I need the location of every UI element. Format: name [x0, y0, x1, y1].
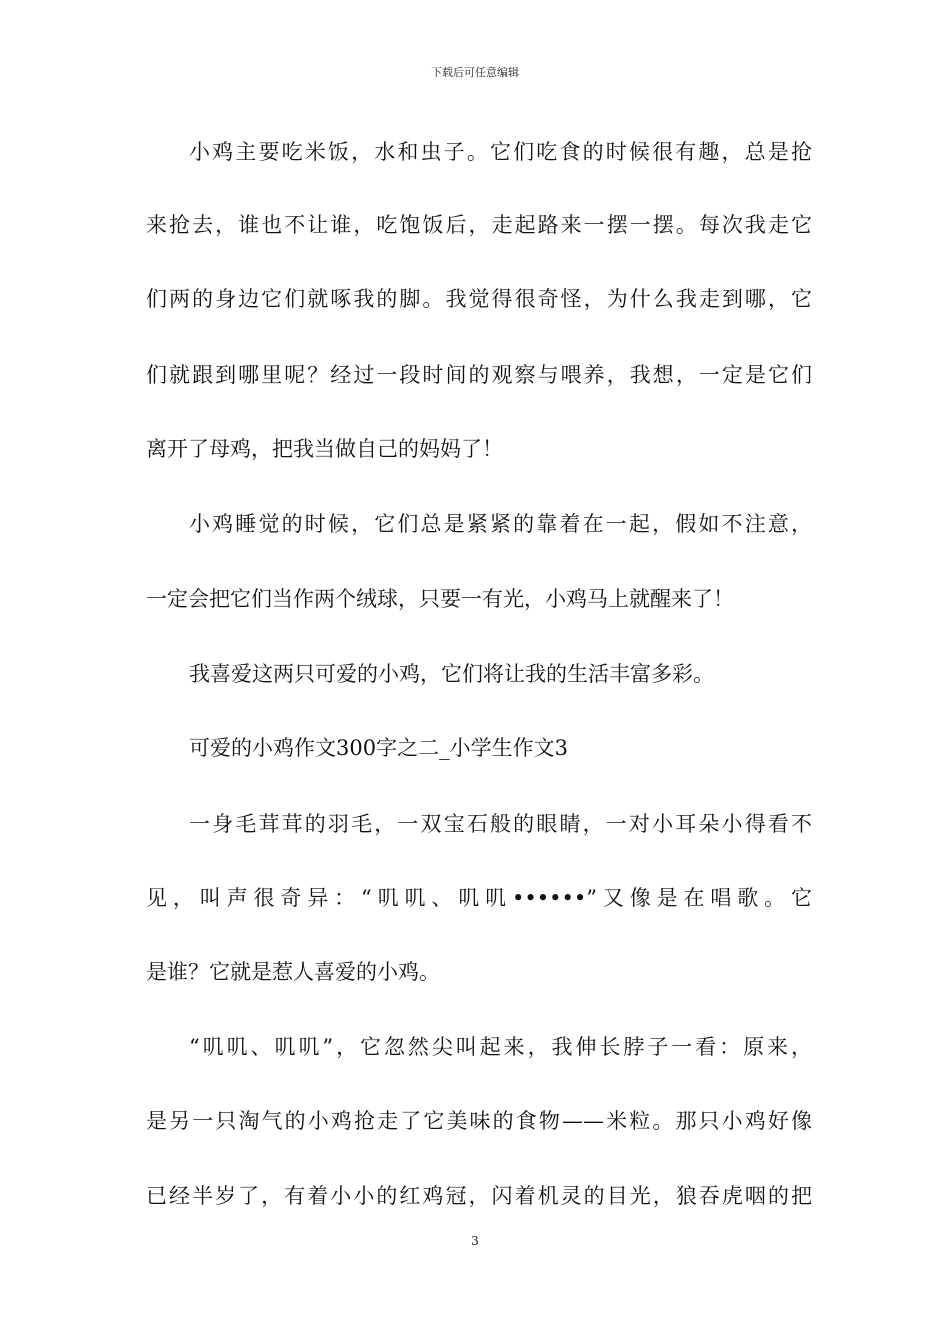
text-line: 是谁？它就是惹人喜爱的小鸡。	[146, 960, 440, 984]
text-line: 离开了母鸡，把我当做自己的妈妈了！	[146, 437, 503, 461]
text-line: 一身毛茸茸的羽毛，一双宝石般的眼睛，一对小耳朵小得看不	[189, 812, 812, 836]
text-line: 们就跟到哪里呢？经过一段时间的观察与喂养，我想，一定是它们	[146, 363, 812, 387]
text-line: 们两的身边它们就啄我的脚。我觉得很奇怪，为什么我走到哪，它	[146, 287, 812, 311]
page-number: 3	[471, 1234, 479, 1248]
text-line: 来抢去，谁也不让谁，吃饱饭后，走起路来一摆一摆。每次我走它	[146, 213, 812, 237]
text-line: 一定会把它们当作两个绒球，只要一有光，小鸡马上就醒来了！	[146, 587, 734, 611]
page-header: 下载后可任意编辑	[431, 66, 519, 79]
text-line: 小鸡主要吃米饭，水和虫子。它们吃食的时候很有趣，总是抢	[189, 140, 812, 164]
text-line: 已经半岁了，有着小小的红鸡冠，闪着机灵的目光，狼吞虎咽的把	[146, 1184, 812, 1208]
text-line: 见，叫声很奇异：“叽叽、叽叽••••••”又像是在唱歌。它	[146, 886, 812, 910]
text-line: 是另一只淘气的小鸡抢走了它美味的食物——米粒。那只小鸡好像	[146, 1109, 812, 1133]
text-line: 小鸡睡觉的时候，它们总是紧紧的靠着在一起，假如不注意，	[189, 512, 812, 536]
text-line: 我喜爱这两只可爱的小鸡，它们将让我的生活丰富多彩。	[189, 662, 714, 686]
section-title: 可爱的小鸡作文300字之二_小学生作文3	[189, 736, 568, 760]
text-line: “叽叽、叽叽”，它忽然尖叫起来，我伸长脖子一看：原来，	[189, 1035, 812, 1059]
